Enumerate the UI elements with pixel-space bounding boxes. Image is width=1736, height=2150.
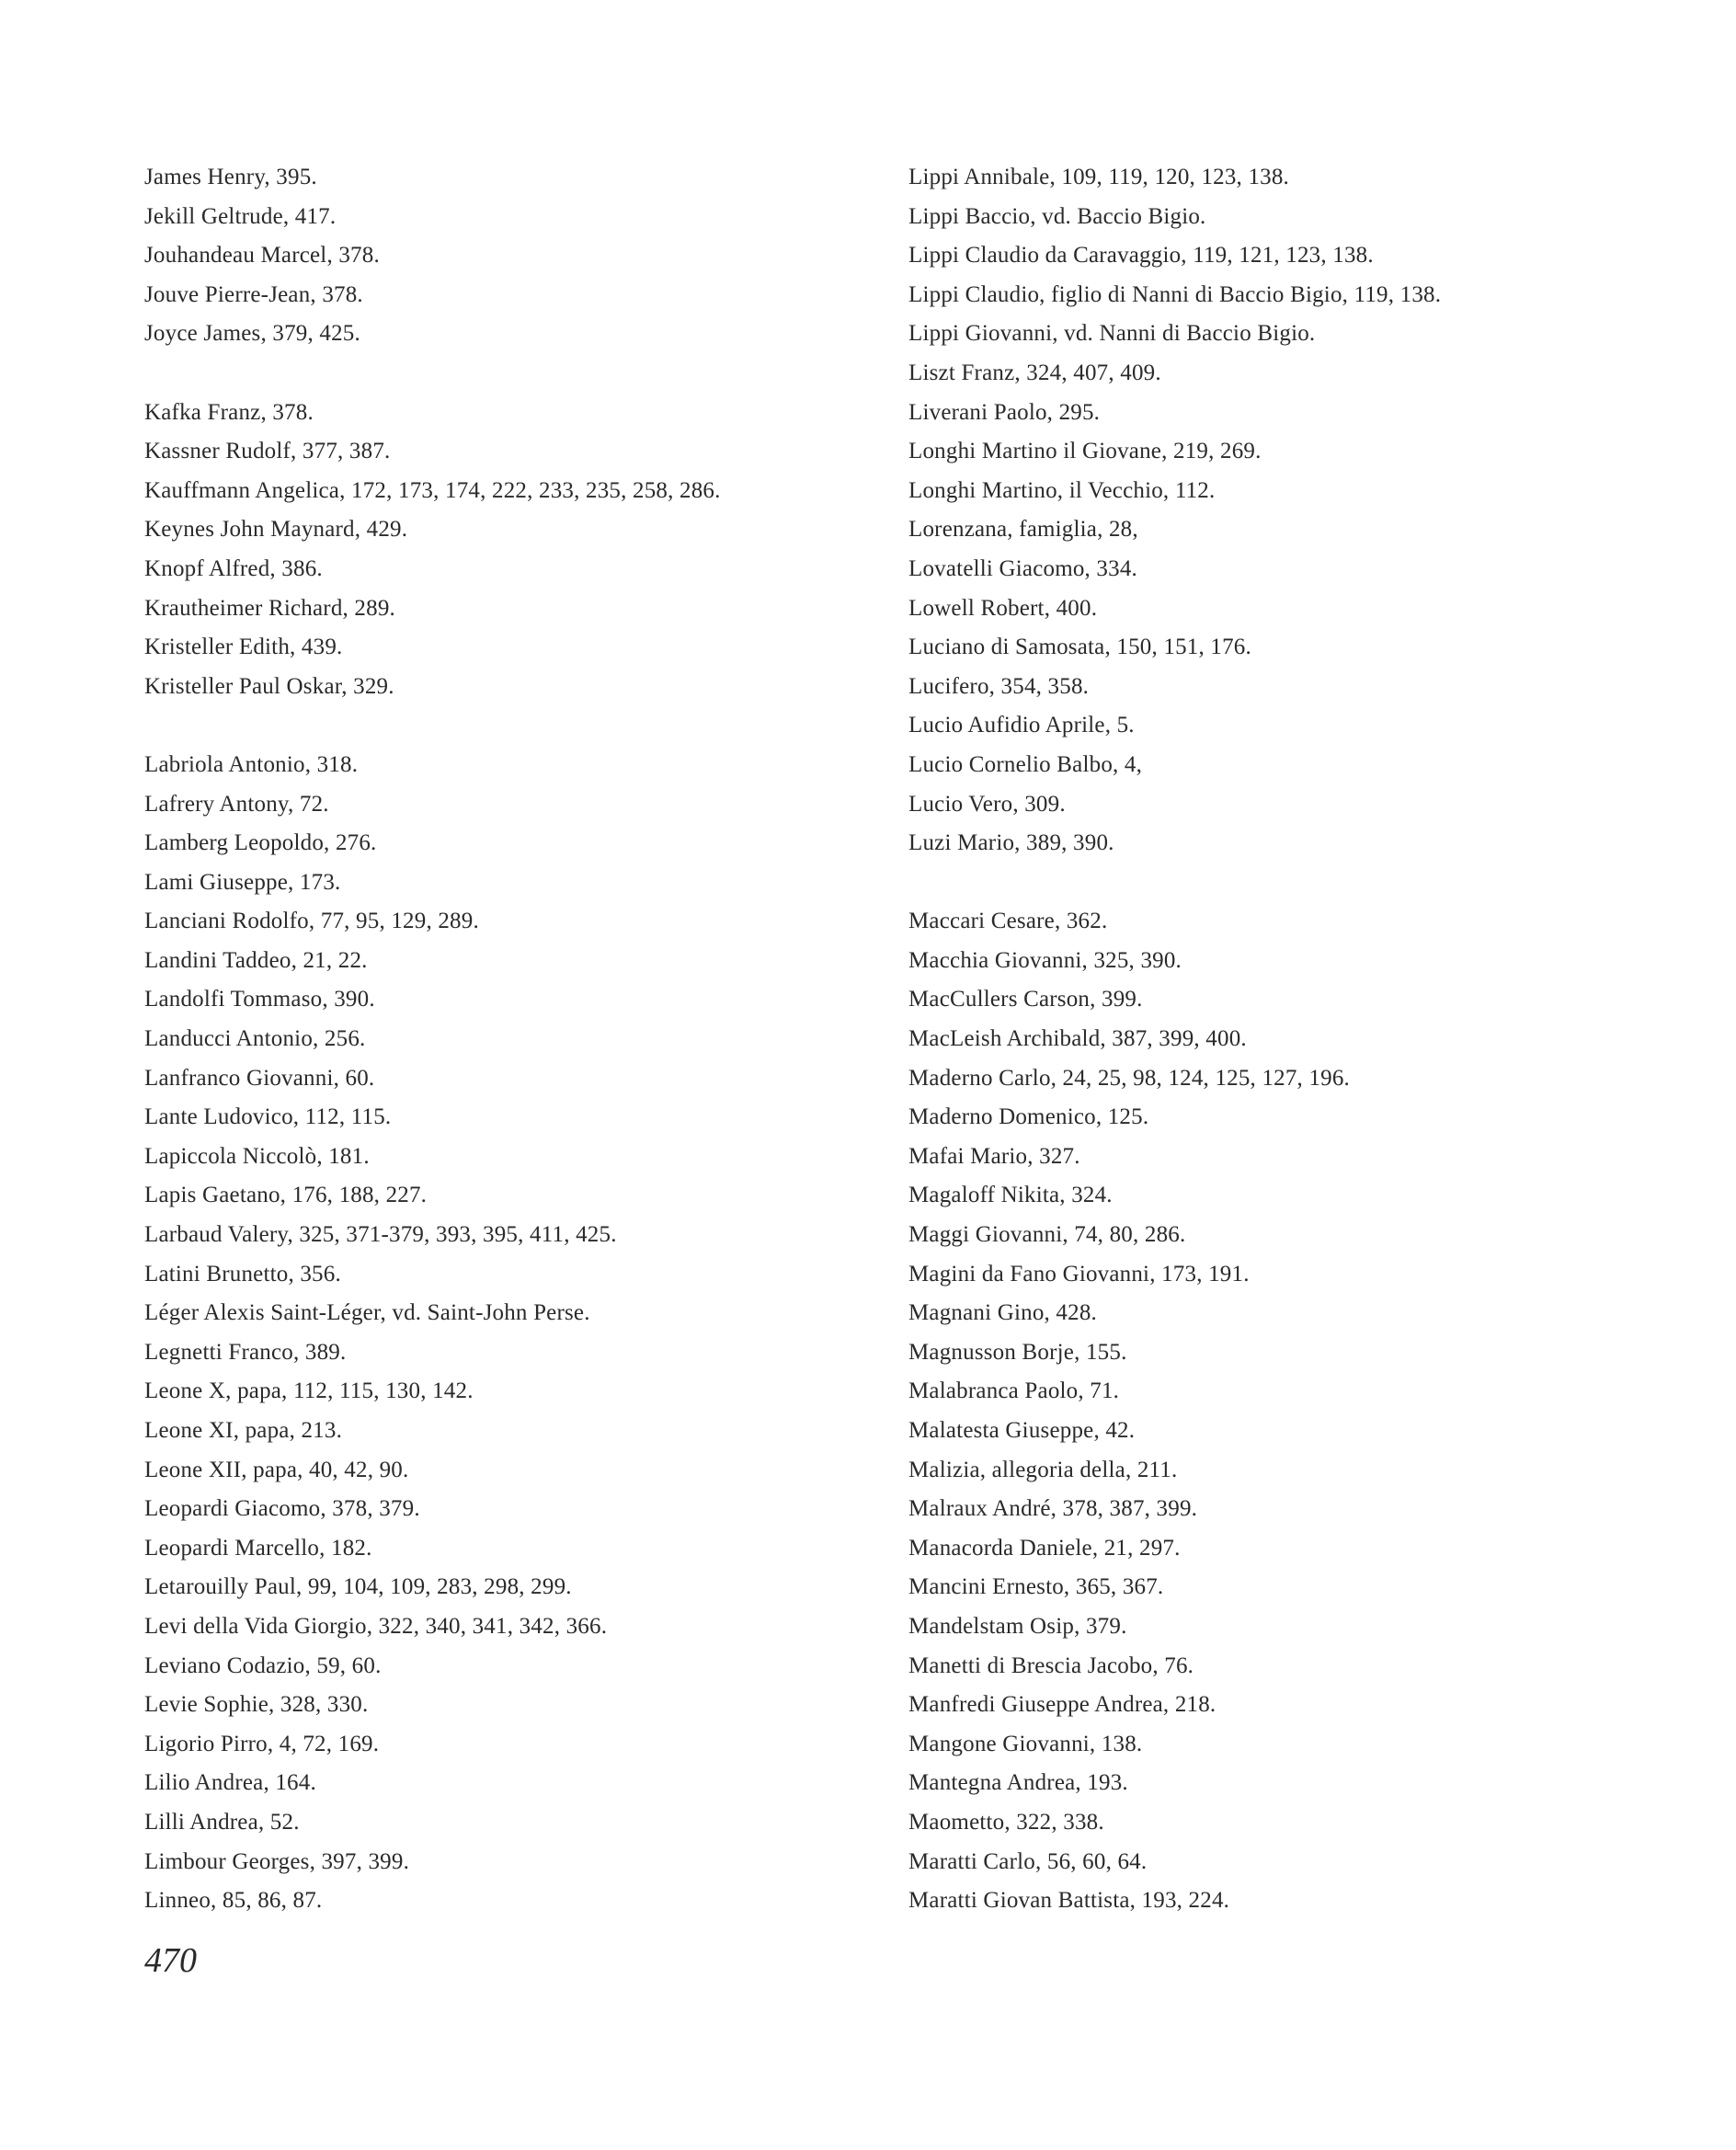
index-entry: Lippi Claudio, figlio di Nanni di Baccio Bigio, 119, 138. bbox=[908, 281, 1442, 307]
index-entry: Labriola Antonio, 318. bbox=[144, 751, 359, 777]
index-entry: Lamberg Leopoldo, 276. bbox=[144, 830, 377, 856]
index-entry: Landini Taddeo, 21, 22. bbox=[144, 947, 368, 973]
index-entry: Manacorda Daniele, 21, 297. bbox=[908, 1535, 1181, 1561]
index-entry: Kassner Rudolf, 377, 387. bbox=[144, 439, 391, 464]
index-entry: Liszt Franz, 324, 407, 409. bbox=[908, 360, 1161, 385]
index-entry: Leviano Codazio, 59, 60. bbox=[144, 1653, 382, 1678]
index-entry: Mancini Ernesto, 365, 367. bbox=[908, 1574, 1164, 1600]
index-column-right bbox=[908, 158, 1699, 1921]
index-entry: Letarouilly Paul, 99, 104, 109, 283, 298, 299. bbox=[144, 1574, 572, 1600]
index-entry: Liverani Paolo, 295. bbox=[908, 399, 1101, 425]
index-entry: Lorenzana, famiglia, 28, bbox=[908, 517, 1138, 543]
index-entry: Maderno Carlo, 24, 25, 98, 124, 125, 127, 196. bbox=[908, 1065, 1350, 1091]
index-entry: Lanciani Rodolfo, 77, 95, 129, 289. bbox=[144, 909, 479, 934]
index-entry: Kafka Franz, 378. bbox=[144, 399, 314, 425]
index-entry: Landolfi Tommaso, 390. bbox=[144, 987, 375, 1012]
index-entry: Jouve Pierre-Jean, 378. bbox=[144, 281, 363, 307]
index-entry: Longhi Martino, il Vecchio, 112. bbox=[908, 477, 1216, 503]
index-entry: Malatesta Giuseppe, 42. bbox=[908, 1418, 1136, 1443]
index-entry: MacCullers Carson, 399. bbox=[908, 987, 1143, 1012]
index-entry: Luzi Mario, 389, 390. bbox=[908, 830, 1114, 856]
index-entry: Maderno Domenico, 125. bbox=[908, 1104, 1149, 1130]
index-column-left bbox=[144, 158, 862, 1921]
index-entry: Magaloff Nikita, 324. bbox=[908, 1183, 1113, 1208]
index-entry: Levi della Vida Giorgio, 322, 340, 341, 342, 366. bbox=[144, 1613, 608, 1639]
index-entry: Legnetti Franco, 389. bbox=[144, 1339, 347, 1365]
index-entry: Lilio Andrea, 164. bbox=[144, 1770, 316, 1796]
index-entry: Kauffmann Angelica, 172, 173, 174, 222, 233, 235, 258, 286. bbox=[144, 477, 721, 503]
index-entry: Lapiccola Niccolò, 181. bbox=[144, 1143, 370, 1169]
index-entry: Mafai Mario, 327. bbox=[908, 1143, 1080, 1169]
index-entry: Lilli Andrea, 52. bbox=[144, 1809, 300, 1835]
index-entry: Kristeller Paul Oskar, 329. bbox=[144, 673, 394, 699]
index-entry: Lippi Giovanni, vd. Nanni di Baccio Bigio. bbox=[908, 321, 1316, 347]
index-entry: Levie Sophie, 328, 330. bbox=[144, 1692, 369, 1718]
index-entry: Kristeller Edith, 439. bbox=[144, 635, 343, 660]
index-entry: Lucio Aufidio Aprile, 5. bbox=[908, 713, 1135, 738]
index-entry: Leopardi Marcello, 182. bbox=[144, 1535, 372, 1561]
index-entry: Leopardi Giacomo, 378, 379. bbox=[144, 1496, 420, 1522]
index-entry: Malizia, allegoria della, 211. bbox=[908, 1457, 1178, 1482]
index-entry: Luciano di Samosata, 150, 151, 176. bbox=[908, 635, 1251, 660]
index-entry: Larbaud Valery, 325, 371-379, 393, 395, 411, 425. bbox=[144, 1222, 617, 1248]
index-entry: Lucifero, 354, 358. bbox=[908, 673, 1090, 699]
index-entry: Jouhandeau Marcel, 378. bbox=[144, 243, 380, 269]
index-entry: Macchia Giovanni, 325, 390. bbox=[908, 947, 1182, 973]
index-entry: Limbour Georges, 397, 399. bbox=[144, 1848, 410, 1874]
index-entry: Mangone Giovanni, 138. bbox=[908, 1731, 1143, 1756]
index-entry: Leone X, papa, 112, 115, 130, 142. bbox=[144, 1378, 474, 1404]
index-entry: Lucio Cornelio Balbo, 4, bbox=[908, 751, 1143, 777]
index-entry: Magnusson Borje, 155. bbox=[908, 1339, 1127, 1365]
group-separator bbox=[144, 706, 862, 746]
index-entry: Magnani Gino, 428. bbox=[908, 1300, 1097, 1326]
index-entry: Mandelstam Osip, 379. bbox=[908, 1613, 1127, 1639]
index-entry: Lippi Annibale, 109, 119, 120, 123, 138. bbox=[908, 165, 1289, 189]
index-entry: Malraux André, 378, 387, 399. bbox=[908, 1496, 1198, 1522]
index-entry: Keynes John Maynard, 429. bbox=[144, 517, 408, 543]
index-entry: Joyce James, 379, 425. bbox=[144, 321, 360, 347]
index-entry: Lante Ludovico, 112, 115. bbox=[144, 1104, 392, 1130]
index-entry: MacLeish Archibald, 387, 399, 400. bbox=[908, 1026, 1247, 1052]
index-entry: Lafrery Antony, 72. bbox=[144, 791, 329, 817]
index-entry: Léger Alexis Saint-Léger, vd. Saint-John Perse. bbox=[144, 1300, 590, 1326]
index-entry: Lanfranco Giovanni, 60. bbox=[144, 1065, 375, 1091]
index-entry: Lucio Vero, 309. bbox=[908, 791, 1066, 817]
index-entry: Maometto, 322, 338. bbox=[908, 1809, 1104, 1835]
index-entry: Ligorio Pirro, 4, 72, 169. bbox=[144, 1731, 380, 1756]
index-entry: Jekill Geltrude, 417. bbox=[144, 203, 337, 229]
index-entry: James Henry, 395. bbox=[144, 165, 317, 189]
index-entry: Lippi Claudio da Caravaggio, 119, 121, 123, 138. bbox=[908, 243, 1374, 269]
index-entry: Manetti di Brescia Jacobo, 76. bbox=[908, 1653, 1194, 1678]
page-number: 470 bbox=[144, 1941, 197, 1980]
index-entry: Maratti Carlo, 56, 60, 64. bbox=[908, 1848, 1148, 1874]
index-entry: Malabranca Paolo, 71. bbox=[908, 1378, 1120, 1404]
index-entry: Lapis Gaetano, 176, 188, 227. bbox=[144, 1183, 428, 1208]
index-entry: Krautheimer Richard, 289. bbox=[144, 595, 395, 621]
index-entry: Linneo, 85, 86, 87. bbox=[144, 1888, 323, 1914]
index-entry: Lami Giuseppe, 173. bbox=[144, 869, 341, 895]
index-entry: Lippi Baccio, vd. Baccio Bigio. bbox=[908, 203, 1206, 229]
index-entry: Landucci Antonio, 256. bbox=[144, 1026, 366, 1052]
index-entry: Maggi Giovanni, 74, 80, 286. bbox=[908, 1222, 1186, 1248]
index-entry: Magini da Fano Giovanni, 173, 191. bbox=[908, 1261, 1250, 1287]
index-entry: Leone XI, papa, 213. bbox=[144, 1418, 343, 1443]
index-entry: Lovatelli Giacomo, 334. bbox=[908, 555, 1137, 581]
group-separator bbox=[908, 863, 1699, 903]
index-entry: Lowell Robert, 400. bbox=[908, 595, 1098, 621]
group-separator bbox=[144, 354, 862, 394]
index-entry: Maccari Cesare, 362. bbox=[908, 909, 1108, 934]
index-entry: Latini Brunetto, 356. bbox=[144, 1261, 341, 1287]
index-entry: Longhi Martino il Giovane, 219, 269. bbox=[908, 439, 1262, 464]
index-entry: Mantegna Andrea, 193. bbox=[908, 1770, 1128, 1796]
index-entry: Leone XII, papa, 40, 42, 90. bbox=[144, 1457, 409, 1482]
index-entry: Manfredi Giuseppe Andrea, 218. bbox=[908, 1692, 1216, 1718]
index-entry: Maratti Giovan Battista, 193, 224. bbox=[908, 1888, 1230, 1914]
index-entry: Knopf Alfred, 386. bbox=[144, 555, 323, 581]
